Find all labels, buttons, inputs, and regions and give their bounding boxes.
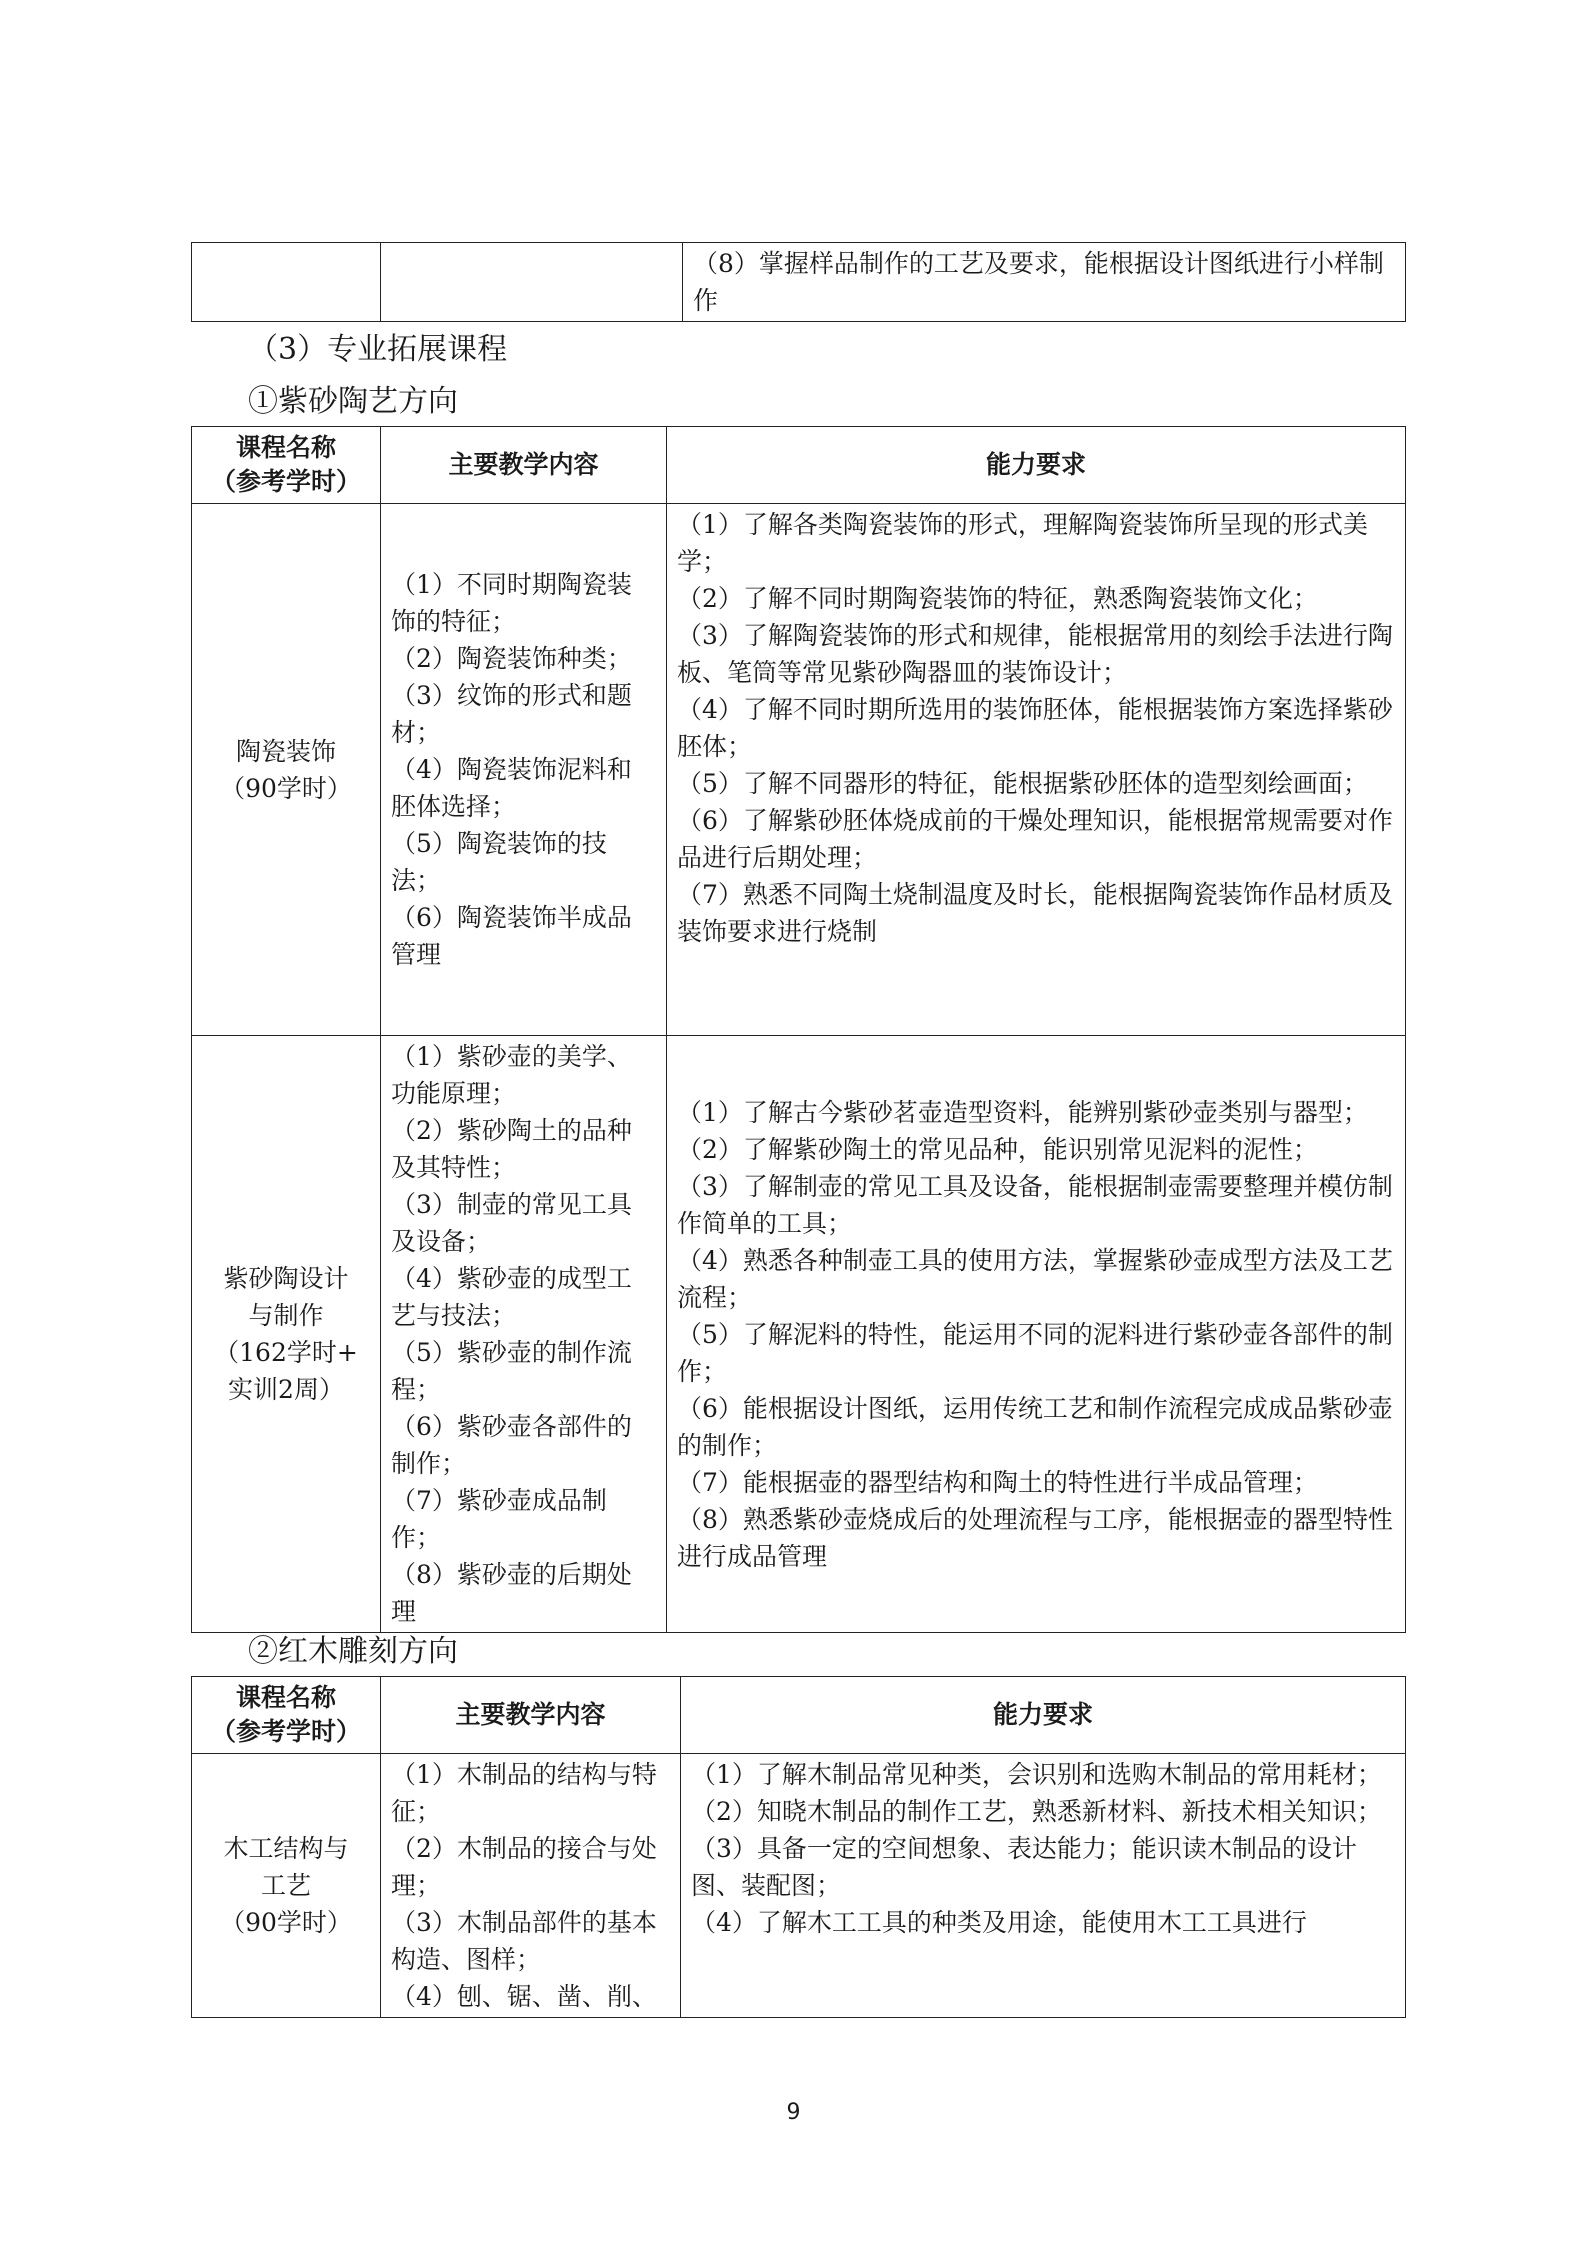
- cell-line: （3）了解陶瓷装饰的形式和规律，能根据常用的刻绘手法进行陶板、笔筒等常见紫砂陶器皿的装饰设计；: [677, 621, 1393, 687]
- cell-line: （1）了解木制品常见种类，会识别和选购木制品的常用耗材；: [691, 1760, 1382, 1789]
- cell-line: （5）了解泥料的特性，能运用不同的泥料进行紫砂壶各部件的制作；: [677, 1319, 1393, 1386]
- cell-line: （4）了解不同时期所选用的装饰胚体，能根据装饰方案选择紫砂胚体；: [677, 695, 1393, 761]
- cell-line: （3）制壶的常见工具及设备；: [391, 1190, 632, 1256]
- cell-line: （3）纹饰的形式和题材；: [391, 681, 632, 747]
- cell-line: （3）具备一定的空间想象、表达能力；能识读木制品的设计图、装配图；: [691, 1834, 1357, 1900]
- cell-line: 紫砂陶设计: [223, 1264, 349, 1293]
- cell-line: （6）了解紫砂胚体烧成前的干燥处理知识，能根据常规需要对作品进行后期处理；: [677, 806, 1393, 872]
- cell-line: （7）熟悉不同陶土烧制温度及时长，能根据陶瓷装饰作品材质及装饰要求进行烧制: [677, 880, 1393, 946]
- cell-line: 工艺: [260, 1871, 311, 1900]
- header-ability: 能力要求: [681, 1677, 1406, 1754]
- table-row: [192, 504, 1406, 1036]
- empty-content-cell: [381, 243, 683, 322]
- cell-line: （3）木制品部件的基本构造、图样；: [391, 1908, 657, 1974]
- cell-line: （6）紫砂壶各部件的制作；: [391, 1412, 632, 1478]
- cell-line: （2）木制品的接合与处理；: [391, 1834, 657, 1900]
- course-name-cell: [192, 1754, 381, 2018]
- ability-cell: [667, 504, 1406, 1036]
- content-cell: [381, 504, 667, 1036]
- cell-line: （90学时）: [220, 1908, 352, 1937]
- cell-line: 与制作: [248, 1301, 324, 1330]
- hongmu-course-table: [191, 1676, 1406, 2018]
- cell-line: （5）陶瓷装饰的技法；: [391, 829, 607, 895]
- cell-line: （4）了解木工工具的种类及用途，能使用木工工具进行: [691, 1908, 1307, 1937]
- table-header-row: [192, 1677, 1406, 1754]
- cell-line: （8）紫砂壶的后期处理: [391, 1560, 632, 1626]
- cell-line: （2）紫砂陶土的品种及其特性；: [391, 1116, 632, 1182]
- cell-line: （2）了解紫砂陶土的常见品种，能识别常见泥料的泥性；: [677, 1134, 1318, 1164]
- cell-line: （1）木制品的结构与特征；: [391, 1760, 657, 1826]
- cell-line: （90学时）: [220, 773, 352, 803]
- cell-line: （5）了解不同器形的特征，能根据紫砂胚体的造型刻绘画面；: [677, 769, 1368, 798]
- cell-line: （1）了解各类陶瓷装饰的形式，理解陶瓷装饰所呈现的形式美学；: [677, 510, 1368, 576]
- continuation-table: [191, 242, 1406, 322]
- content-cell: [381, 1036, 667, 1633]
- ability-cell: [683, 243, 1406, 322]
- cell-line: （4）熟悉各种制壶工具的使用方法，掌握紫砂壶成型方法及工艺流程；: [677, 1245, 1393, 1312]
- page-number: 9: [786, 2100, 801, 2125]
- table-row: [192, 1036, 1406, 1633]
- section-heading: （3）专业拓展课程: [248, 332, 508, 367]
- cell-line: （4）陶瓷装饰泥料和胚体选择；: [391, 755, 632, 821]
- header-content: 主要教学内容: [381, 427, 667, 504]
- cell-line: （162学时+: [214, 1338, 358, 1367]
- direction-heading-zisha: ①紫砂陶艺方向: [248, 384, 458, 419]
- cell-line: （1）了解古今紫砂茗壶造型资料，能辨别紫砂壶类别与器型；: [677, 1097, 1368, 1127]
- ability-cell: [681, 1754, 1406, 2018]
- cell-line: （1）不同时期陶瓷装饰的特征；: [391, 570, 632, 636]
- cell-line: 实训2周）: [228, 1375, 344, 1404]
- zisha-course-table: [191, 426, 1406, 1633]
- course-name-cell: [192, 504, 381, 1036]
- direction-heading-hongmu: ②红木雕刻方向: [248, 1634, 458, 1669]
- header-content: 主要教学内容: [381, 1677, 681, 1754]
- ability-cell: [667, 1036, 1406, 1633]
- cell-line: 木工结构与: [223, 1834, 349, 1863]
- header-course-name: 课程名称 （参考学时）: [192, 1677, 381, 1754]
- cell-line: （7）能根据壶的器型结构和陶土的特性进行半成品管理；: [677, 1467, 1318, 1497]
- cell-line: （6）能根据设计图纸，运用传统工艺和制作流程完成成品紫砂壶的制作；: [677, 1393, 1393, 1460]
- empty-name-cell: [192, 243, 381, 322]
- cell-line: 陶瓷装饰: [235, 736, 336, 766]
- table-header-row: [192, 427, 1406, 504]
- course-name-cell: [192, 1036, 381, 1633]
- cell-line: （3）了解制壶的常见工具及设备，能根据制壶需要整理并模仿制作简单的工具；: [677, 1171, 1393, 1238]
- cell-line: （8）熟悉紫砂壶烧成后的处理流程与工序，能根据壶的器型特性进行成品管理: [677, 1504, 1393, 1571]
- content-cell: [381, 1754, 681, 2018]
- header-ability: 能力要求: [667, 427, 1406, 504]
- cell-line: （7）紫砂壶成品制作；: [391, 1486, 607, 1552]
- cell-line: （4）紫砂壶的成型工艺与技法；: [391, 1264, 632, 1330]
- cell-line: （6）陶瓷装饰半成品管理: [391, 903, 632, 969]
- cell-line: （2）了解不同时期陶瓷装饰的特征，熟悉陶瓷装饰文化；: [677, 584, 1318, 613]
- cell-line: （8）掌握样品制作的工艺及要求，能根据设计图纸进行小样制作: [693, 249, 1384, 315]
- cell-line: （5）紫砂壶的制作流程；: [391, 1338, 632, 1404]
- cell-line: （2）知晓木制品的制作工艺，熟悉新材料、新技术相关知识；: [691, 1797, 1382, 1826]
- table-row: [192, 243, 1406, 322]
- cell-line: （2）陶瓷装饰种类；: [391, 644, 632, 673]
- cell-line: （4）刨、锯、凿、削、: [391, 1982, 657, 2011]
- cell-line: （1）紫砂壶的美学、功能原理；: [391, 1042, 632, 1108]
- table-row: [192, 1754, 1406, 2018]
- header-course-name: 课程名称 （参考学时）: [192, 427, 381, 504]
